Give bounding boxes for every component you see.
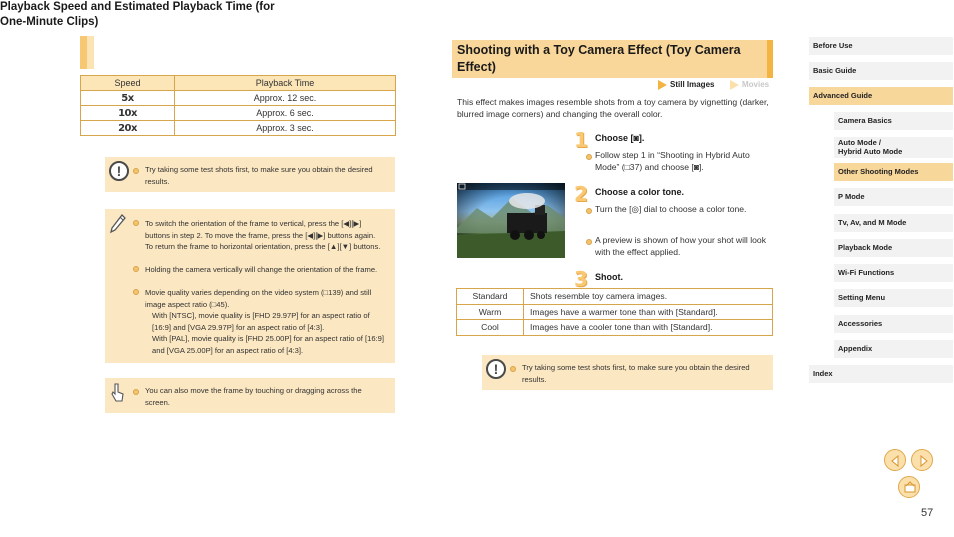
speed-cell: 5x <box>81 91 175 106</box>
time-cell: Approx. 12 sec. <box>175 91 396 106</box>
bullet-icon <box>586 154 592 160</box>
bullet-icon <box>586 239 592 245</box>
tone-name-cell: Cool <box>457 320 524 336</box>
speed-cell: 20x <box>81 121 175 136</box>
right-section-title: Shooting with a Toy Camera Effect (Toy Camera Effect) <box>457 43 741 74</box>
sidebar-item-appendix[interactable]: Appendix <box>834 340 953 358</box>
tip-orientation-text: To switch the orientation of the frame to vertical, press the [◀][▶] buttons in step 2. To move the frame, press the [◀][▶] buttons again. To return the frame to horizontal orientation, press the [▲][▼] buttons. <box>145 219 381 251</box>
previous-page-button[interactable] <box>884 449 906 471</box>
next-page-button[interactable] <box>911 449 933 471</box>
table-row <box>81 106 396 121</box>
sidebar-item-wifi-functions[interactable]: Wi-Fi Functions <box>834 264 953 282</box>
tone-desc-cell: Images have a warmer tone than with [Standard]. <box>524 304 773 320</box>
touch-note-text: You can also move the frame by touching or dragging across the screen. <box>145 386 362 407</box>
sidebar-item-other-shooting-modes[interactable]: Other Shooting Modes <box>834 163 953 181</box>
sidebar-item-advanced-guide[interactable]: Advanced Guide <box>809 87 953 105</box>
tip-vertical-text: Holding the camera vertically will change the orientation of the frame. <box>145 265 378 274</box>
playback-speed-table <box>80 75 396 136</box>
bullet-icon <box>510 366 516 372</box>
step-2-number: 2 <box>574 182 588 206</box>
step-1-title: Choose [◙]. <box>595 133 645 143</box>
caution-icon: ! <box>486 359 506 379</box>
tone-desc-cell: Shots resemble toy camera images. <box>524 289 773 305</box>
table-row <box>457 304 773 320</box>
movies-tag: Movies <box>730 80 769 90</box>
step-1-text: Follow step 1 in “Shooting in Hybrid Auto Mode” (□37) and choose [◙]. <box>595 150 750 172</box>
bullet-icon <box>586 208 592 214</box>
sidebar-item-setting-menu[interactable]: Setting Menu <box>834 289 953 307</box>
bullet-icon <box>133 266 139 272</box>
arrow-right-icon <box>912 450 934 472</box>
bullet-icon <box>133 168 139 174</box>
sidebar-item-auto-mode[interactable] <box>834 137 953 158</box>
color-tone-table <box>456 288 773 336</box>
tone-name-cell: Warm <box>457 304 524 320</box>
tone-name-cell: Standard <box>457 289 524 305</box>
arrow-left-icon <box>885 450 907 472</box>
time-cell: Approx. 6 sec. <box>175 106 396 121</box>
bullet-icon <box>133 220 139 226</box>
step-2-title: Choose a color tone. <box>595 187 685 197</box>
left-heading-marker <box>80 36 94 69</box>
sidebar-item-camera-basics[interactable]: Camera Basics <box>834 112 953 130</box>
return-home-icon <box>899 477 921 499</box>
triangle-icon <box>658 80 667 90</box>
table-row <box>457 320 773 336</box>
home-button[interactable] <box>898 476 920 498</box>
sidebar-item-tv-av-m-mode[interactable]: Tv, Av, and M Mode <box>834 214 953 232</box>
sidebar-item-label: Hybrid Auto Mode <box>838 147 903 156</box>
triangle-icon <box>730 80 739 90</box>
bullet-icon <box>133 289 139 295</box>
table-row <box>457 289 773 305</box>
tip-quality-text: Movie quality varies depending on the video system (□139) and still image aspect ratio (□45). <box>145 288 372 309</box>
tone-desc-cell: Images have a cooler tone than with [Standard]. <box>524 320 773 336</box>
sidebar-item-basic-guide[interactable]: Basic Guide <box>809 62 953 80</box>
intro-text: This effect makes images resemble shots from a toy camera by vignetting (darker, blurred image corners) and changing the overall color. <box>457 97 769 119</box>
toy-camera-preview-image <box>457 183 565 258</box>
sidebar-item-accessories[interactable]: Accessories <box>834 315 953 333</box>
table-header: Speed <box>81 76 175 91</box>
step-3-title: Shoot. <box>595 272 623 282</box>
step-1-number: 1 <box>574 128 588 152</box>
caution-note-text: Try taking some test shots first, to make sure you obtain the desired results. <box>522 363 750 384</box>
caution-note-text: Try taking some test shots first, to make sure you obtain the desired results. <box>145 165 373 186</box>
speed-cell: 10x <box>81 106 175 121</box>
page-number: 57 <box>921 507 934 519</box>
tip-ntsc-text: With [NTSC], movie quality is [FHD 29.97P] for an aspect ratio of [16:9] and [VGA 29.97P] for an aspect ratio of [4:3]. <box>152 311 370 332</box>
left-section-title: Playback Speed and Estimated Playback Time (for One-Minute Clips) <box>0 1 275 28</box>
sidebar-item-p-mode[interactable]: P Mode <box>834 188 953 206</box>
table-header: Playback Time <box>175 76 396 91</box>
caution-icon: ! <box>109 161 129 181</box>
train-scene-illustration <box>457 183 565 258</box>
touch-hand-icon <box>110 382 126 404</box>
step-2-text-dial: Turn the [◎] dial to choose a color tone. <box>595 204 747 214</box>
tip-pal-text: With [PAL], movie quality is [FHD 25.00P] for an aspect ratio of [16:9] and [VGA 25.00P] for an aspect ratio of [4:3]. <box>152 334 384 355</box>
pencil-icon <box>109 213 127 235</box>
sidebar-item-label: Auto Mode / <box>838 138 881 147</box>
table-row <box>81 121 396 136</box>
sidebar-item-before-use[interactable]: Before Use <box>809 37 953 55</box>
sidebar-item-index[interactable]: Index <box>809 365 953 383</box>
table-row <box>81 91 396 106</box>
bullet-icon <box>133 389 139 395</box>
still-images-tag: Still Images <box>658 80 714 90</box>
time-cell: Approx. 3 sec. <box>175 121 396 136</box>
step-2-text-preview: A preview is shown of how your shot will look with the effect applied. <box>595 235 766 257</box>
step-3-number: 3 <box>574 267 588 291</box>
sidebar-item-playback-mode[interactable]: Playback Mode <box>834 239 953 257</box>
